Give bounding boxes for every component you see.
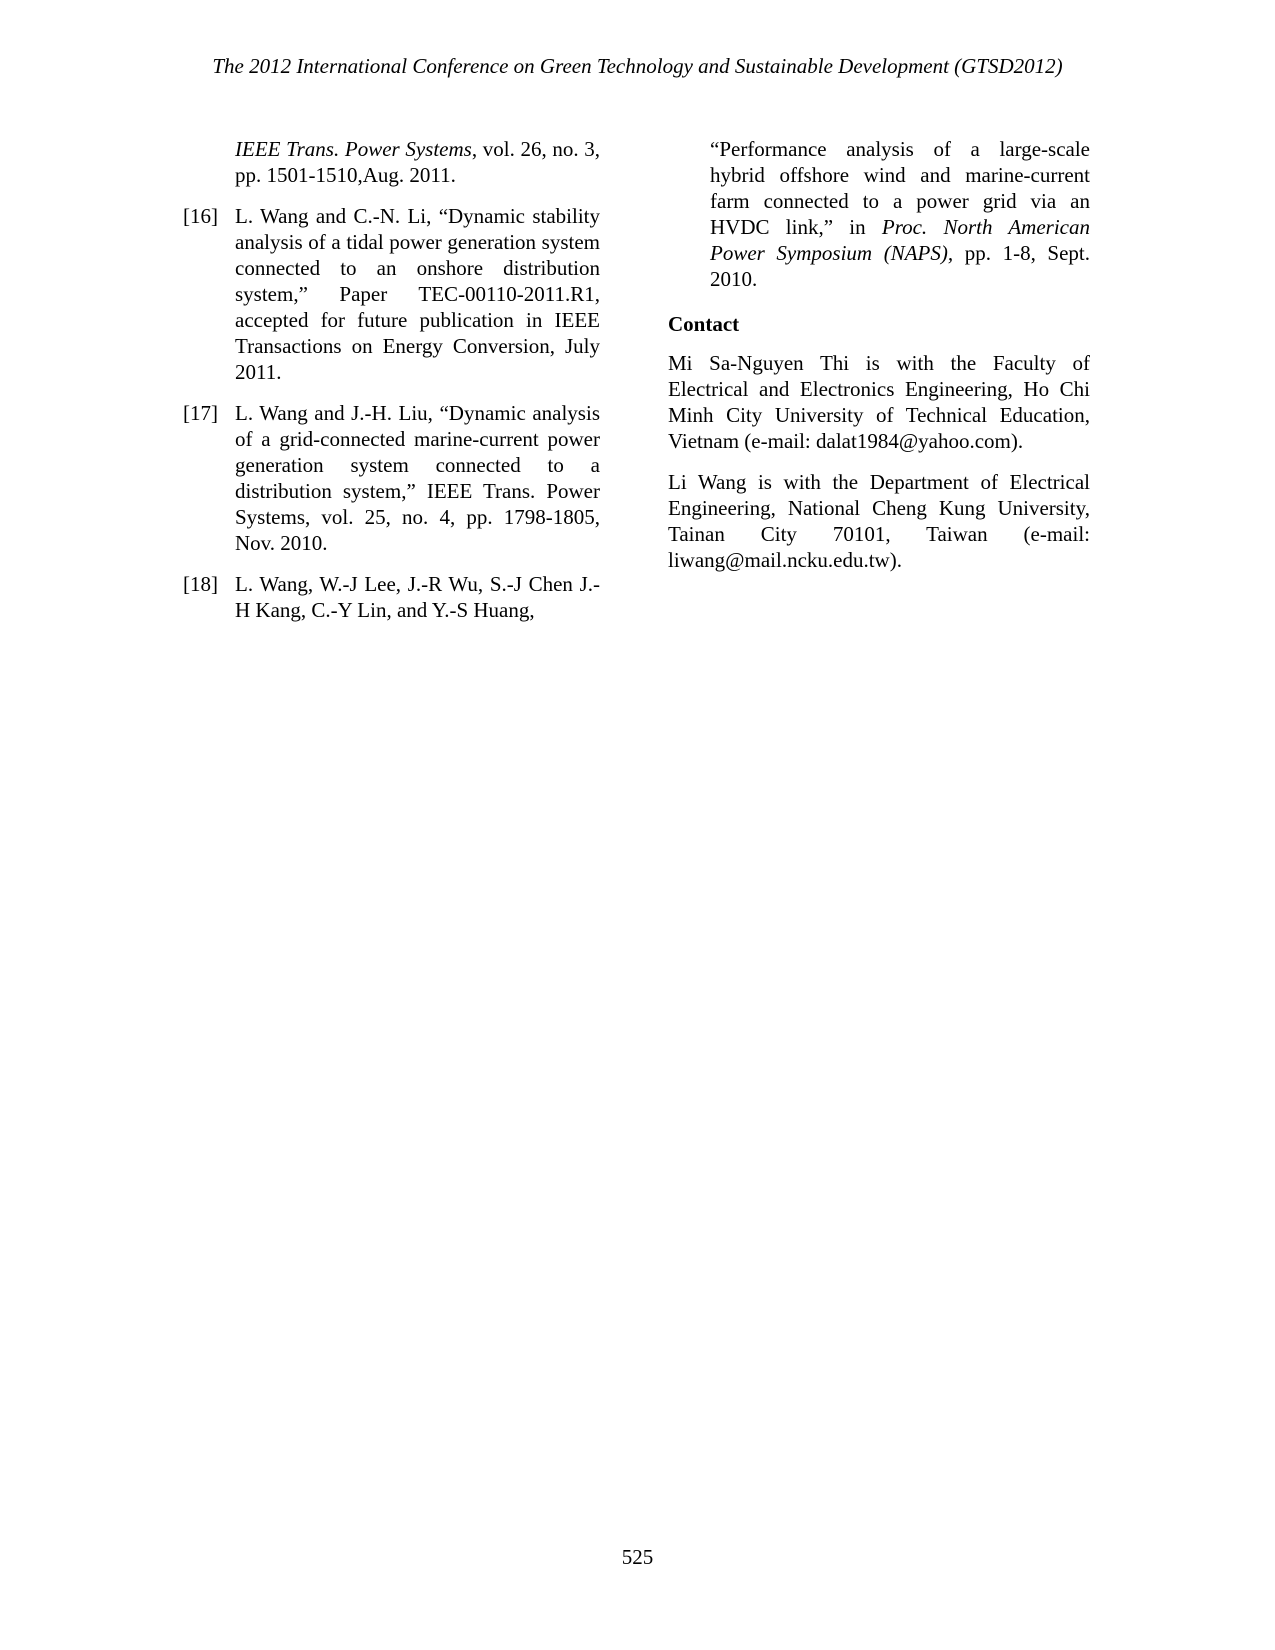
reference-15-continuation (183, 136, 600, 188)
reference-18-continuation (668, 136, 1090, 292)
reference-18-continuation-tail: pp. 1-8, Sept. 2010. (710, 241, 1091, 291)
running-header: The 2012 International Conference on Green Technology and Sustainable Development (GTSD2012) (212, 54, 1063, 78)
reference-16-text: L. Wang and C.-N. Li, “Dynamic stability analysis of a tidal power generation system connected to an onshore distribution system,” Paper TEC-00110-2011.R1, accepted for future publication in IEEE Transactions on Energy Conversion, July 2011. (235, 204, 600, 384)
two-column-body (183, 136, 1090, 638)
right-column (668, 136, 1090, 638)
reference-18-label: [18] (183, 572, 218, 596)
page-number: 525 (621, 1545, 654, 1569)
contact-paragraph-author-1: Mi Sa-Nguyen Thi is with the Faculty of Electrical and Electronics Engineering, Ho Chi Minh City University of Technical Education, Vietnam (e-mail: dalat1984@yahoo.com). (668, 351, 1090, 453)
reference-17-text: L. Wang and J.-H. Liu, “Dynamic analysis of a grid-connected marine-current power generation system connected to a distribution system,” IEEE Trans. Power Systems, vol. 25, no. 4, pp. 1798-1805, Nov. 2010. (235, 401, 600, 555)
reference-18-proceedings-title: Proc. North American Power Symposium (NAPS), (710, 215, 1090, 265)
contact-paragraph-author-2: Li Wang is with the Department of Electrical Engineering, National Cheng Kung University, Tainan City 70101, Taiwan (e-mail: liwang@mail.ncku.edu.tw). (668, 470, 1090, 572)
left-column (183, 136, 600, 638)
reference-18-text: L. Wang, W.-J Lee, J.-R Wu, S.-J Chen J.-H Kang, C.-Y Lin, and Y.-S Huang, (235, 572, 600, 622)
reference-15-journal-title: IEEE Trans. Power Systems (235, 137, 472, 161)
reference-16 (183, 203, 600, 385)
reference-17-label: [17] (183, 401, 218, 425)
reference-18 (183, 571, 600, 623)
reference-18-continuation-text: “Performance analysis of a large-scale hybrid offshore wind and marine-current farm connected to a power grid via an HVDC link,” in (710, 137, 1090, 239)
reference-15-continuation-text: , vol. 26, no. 3, pp. 1501-1510,Aug. 2011. (235, 137, 600, 187)
reference-17 (183, 400, 600, 556)
contact-heading: Contact (668, 312, 740, 336)
reference-16-label: [16] (183, 204, 218, 228)
